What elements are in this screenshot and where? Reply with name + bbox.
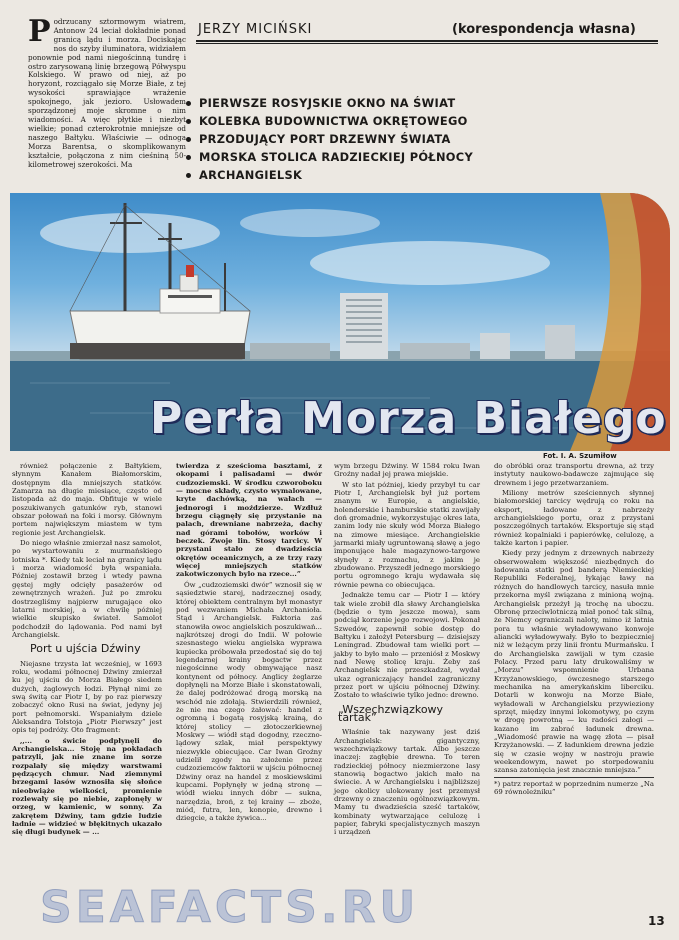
- topic-item: ARCHANGIELSK: [186, 166, 656, 184]
- paragraph: Do niego właśnie zmierzał nasz samolot, po wystartowaniu z murmańskiego lotniska *. Kiedy tak leciał na granicy lądu i morza wiadomość była wspaniała. Później zostawił brzeg i wtedy pawna gęstej mgły odcięły pasażerów od zewnętrznych wrażeń. Już po zmroku dostrzegliśmy najpierw mrugające oko latarni morskiej, a w chwilę później wielkie skupisko świateł. Samolot podchodził do lądowania. Pod nami był Archangielsk.: [12, 539, 162, 639]
- paragraph: Jednakże temu car — Piotr I — który tak wiele zrobił dla sławy Archangielska (będzie o tym jeszcze mowa), sam podciął korzenie jego rozwojowi. Pokonał Szwedów, zapewnił sobie dostęp do Bałtyku i założył Petersburg — dzisiejszy Leningrad. Zbudował tam wielki port — jakby to było mało — przeniósł z Moskwy nad Newę stolicę kraju. Żeby zaś Archangielsk nie przeszkadzał, wydał ukaz ograniczający handel zagraniczny przez port w ujściu północnej Dźwiny. Zostało to właściwie tylko jedno: drewno.: [334, 591, 480, 700]
- intro-text: odrzucany sztormowym wiatrem, Antonow 24 leciał dokładnie ponad granicą lądu i morza. Dociskając nos do szyby iluminatora, widziałem ponownie pod nami niegościnną tundrę i ostro zarysowaną linię brzegową Półwyspu Kolskiego. W prawo od niej, aż po horyzont, rozciągało się Morze Białe, z tej wysokości sprawiające wrażenie spokojnego, jak jezioro. Usłowadem sporządzonej moje skromne o nim wiadomości. A więc płytkie i niezbyt wielkie; ponad czterokrotnie mniejsze od naszego Bałtyku. Właściwie — odnoga Morza Barentsa, o skomplikowanym kształcie, połączona z nim cieśniną 50-kilometrowej szerokości. Ma: [28, 17, 186, 169]
- quote-paragraph: ,,... o świcie podpłynęli do Archangielska... Stoję na pokładach patrzyli, jak nie znane im sorze rozpalały się między warstwami pędzących chmur. Nad ziemnymi brzegami lasów wznosiła się słońce nieobwiąże wielkości, promienie rozlewały się po niebie, zapłonęły w orzeg, w kamienic, w sonny. Za zakrętem Dźwiny, tam gdzie ludzie ładnie — widzieć w błękitnych ukazało się długi budynek — ...: [12, 736, 162, 837]
- topic-item: PIERWSZE ROSYJSKIE OKNO NA ŚWIAT: [186, 94, 656, 112]
- header-rule-bottom: [196, 43, 658, 44]
- paragraph: również połączenie z Bałtykiem, słynnym Kanałem Białomorskim, dostępnym dla mniejszych statków. Zamarza na długie miesiące, często od listopada aż do maja. Obfituje w wiele poszukiwanych gatunków ryb, stanowi obszar połowań na foki i morsy. Głównym portem największym miastem w tym regionie jest Archangielsk.: [12, 462, 162, 537]
- topic-item: PRZODUJĄCY PORT DRZEWNY ŚWIATA: [186, 130, 656, 148]
- bullet-icon: [186, 155, 191, 160]
- article-title: Perła Morza Białego: [150, 393, 667, 444]
- byline: (korespondencja własna): [452, 22, 636, 37]
- photo-credit: Fot. I. A. Szumiłow: [543, 452, 617, 460]
- bullet-icon: [186, 137, 191, 142]
- header-rule-top: [196, 40, 658, 42]
- bullet-icon: [186, 119, 191, 124]
- paragraph: Miliony metrów sześciennych słynnej białomorskiej tarcicy wędrują co roku na eksport, ładowane z nabrzeży archangielskiego portu, oraz z przystani poszczególnych tartaków. Eksportuje się stąd również kopalniaki i papierówkę, celulozę, a także karton i papier.: [494, 489, 654, 548]
- intro-paragraph: [28, 14, 186, 169]
- topic-item: KOLEBKA BUDOWNICTWA OKRĘTOWEGO: [186, 112, 656, 130]
- body-column-4: [494, 462, 654, 798]
- paragraph: Kiedy przy jednym z drzewnych nabrzeży obserwowałem większość niezbędnych do ładowania statki pod banderą Niemieckiej Republiki Federalnej, łykając ławy na różnych do handlowych tarcicy, nasuła mnie przekorna myśl związana z minioną wojną. Archangielsk przeżył ją trochę na uboczu. Obronę przeciwlotniczą miał ponoć tak silną, że Niemcy ograniczali naloty, mimo iż latnia pora tu właśnie wyładowywano konwoje aliancki wyładowywały. Było to bezpieczniej niż w leżącym przy linii frontu Murmańsku. I do Archangielska zawijali w tym czasie Polacy. Przed paru laty drukowaliśmy w „Morzu” wspomnienie Urbana Krzyżanowskiego, ówczesnego starszego mechanika na amerykańskim liberciku. Dotarli w konwoju na Morze Białe, wyładowali w Archangielsku przywieziony sprzęt, między innymi lokomotywy, po czym w drogę powrotną — ku radości załogi — kazano im zabrać ładunek drewna. „Wiadomość prawie na wagę złota — pisał Krzyżanowski. — Z ładunkiem drewna jedzie się w czasie wojny w nastroju prawie weekendowym, nawet po storpedowaniu szansa zatonięcia jest znacznie mniejsza.”: [494, 549, 654, 775]
- paragraph: Niejasne trzysta lat wcześniej, w 1693 roku, wodami północnej Dźwiny zmierzał ku jej ujściu do Morza Białego siedem dużych, żaglowych łodzi. Płynął nimi ze swą świtą car Piotr I, by po raz pierwszy zobaczyć okno Rusi na świat, jedyny jej port pełnomorski. Wspaniałym dziele Aleksandra Tołstoja „Piotr Pierwszy” jest opis tej podróży. Oto fragment:: [12, 659, 162, 735]
- quote-continuation: twierdza z sześcioma basztami, z okopami i palisadami — dwór cudzoziemski. W środku czworoboku — mocne składy, czysto wymalowane, kryte dachówką, na wałach — jednorogi i moździerze. Wzdłuż brzegu ciągnęły się przystanie na palach, drewniane nabrzeża, dachy nad górami tobołów, worków i beczek. Zwoje lin. Stosy tarcicy. W przystani stało ze dwadzieścia okrętów oceanicznych, a ze trzy razy więcej mniejszych statków zakotwiczonych bylo na rzece...”: [176, 462, 322, 579]
- body-column-2: [176, 462, 322, 825]
- topic-item: MORSKA STOLICA RADZIECKIEJ PÓŁNOCY: [186, 148, 656, 166]
- bullet-icon: [186, 101, 191, 106]
- watermark-text: SEAFACTS.RU: [40, 882, 420, 933]
- section-heading: Port u ujścia Dźwiny: [30, 642, 141, 656]
- paragraph: Właśnie tak nazywany jest dziś Archangielsk: gigantyczny, wszechzwiązkowy tartak. Albo jeszcze inaczej: zagłębie drewna. To teren radzieckiej północy niezmierzone lasy stanowią bogactwo jakich mało na świecie. A w Archangielsku i najbliższej jego okolicy ulokowany jest przemysł drzewny o znaczeniu ogólnozwiązkowym. Mamy tu dwadzieścia sześć tartaków, kombinaty wytwarzające celulozę i papier, fabryki specjalistycznych maszyn i urządzeń: [334, 728, 480, 837]
- body-column-3: [334, 462, 480, 839]
- bullet-icon: [186, 173, 191, 178]
- page-number: 13: [648, 914, 665, 928]
- paragraph: do obróbki oraz transportu drewna, aż trzy instytuty naukowo-badawcze zajmujące się drewnem i jego przetwarzaniem.: [494, 462, 654, 487]
- paragraph: wym brzegu Dźwiny. W 1584 roku Iwan Groźny nadał jej prawa miejskie.: [334, 462, 480, 479]
- topic-list: [186, 94, 656, 184]
- drop-cap: P: [28, 14, 51, 49]
- body-column-1: [12, 462, 162, 839]
- paragraph: Ów „cudzoziemski dwór” wznosił się w sąsiedztwie starej, nadrzecznej osady, której obiektem centralnym był monastyr pod wezwaniem Michała Archanioła. Stąd i Archangielsk. Faktoria zaś stanowiła owoc angielskich poszukiwań... najkrótszej drogi do Indii. W połowie szesnastego wieku angielska wyprawa kupiecka próbowała przedostać się do tej legendarnej krainy bogactw przez niegościnne wody obmywające nasz kontynent od północy. Anglicy żeglarze dopłynęli na Morze Białe i skonstatowali, że dalej podróżować drogą morską na wschód nie zdołają. Stwierdzili również, że nie ma czego żałować: handel z ogromną i bogatą rosyjską krainą, do której stolicy — złotoczerkiewnej Moskwy — wiódł stąd dogodny, rzeczno-lądowy szlak, miał perspektywy niezwykle obiecujące. Car Iwan Groźny udzielił zgody na założenie przez cudzoziemców faktorii w ujściu północnej Dźwiny oraz na handel z moskiewskimi kupcami. Popłynęły w jedną stronę — wiódł wieku innych dóbr — sukna, narzędzia, broń, z tej krainy — zboże, miód, futra, len, konopie, drewno i dziegcie, a także żywica...: [176, 580, 322, 823]
- footnote: *) patrz reportaż w poprzednim numerze „Na 69 równoleżniku”: [494, 777, 654, 797]
- author-name: JERZY MICIŃSKI: [198, 22, 313, 37]
- site-watermark: [0, 876, 679, 940]
- section-heading: „Wszechzwiązkowy tartak”: [338, 702, 444, 724]
- paragraph: W sto lat później, kiedy przybył tu car Piotr I, Archangielsk był już portem znanym w Europie, a angielskie, holenderskie i hamburskie statki zawijały doń gromadnie, wykorzystując okres lata, zanim lody nie skuły wód Morza Białego na zimowe miesiące. Archangielskie jarmarki miały ugruntowaną sławę a jego imponujące hale magazynowo-targowe słynęły z rozmachu, z jakim je zbudowano. Przyszedł jednego morskiego portu ogromnego kraju wydawała się równie pewna co obiecująca.: [334, 480, 480, 589]
